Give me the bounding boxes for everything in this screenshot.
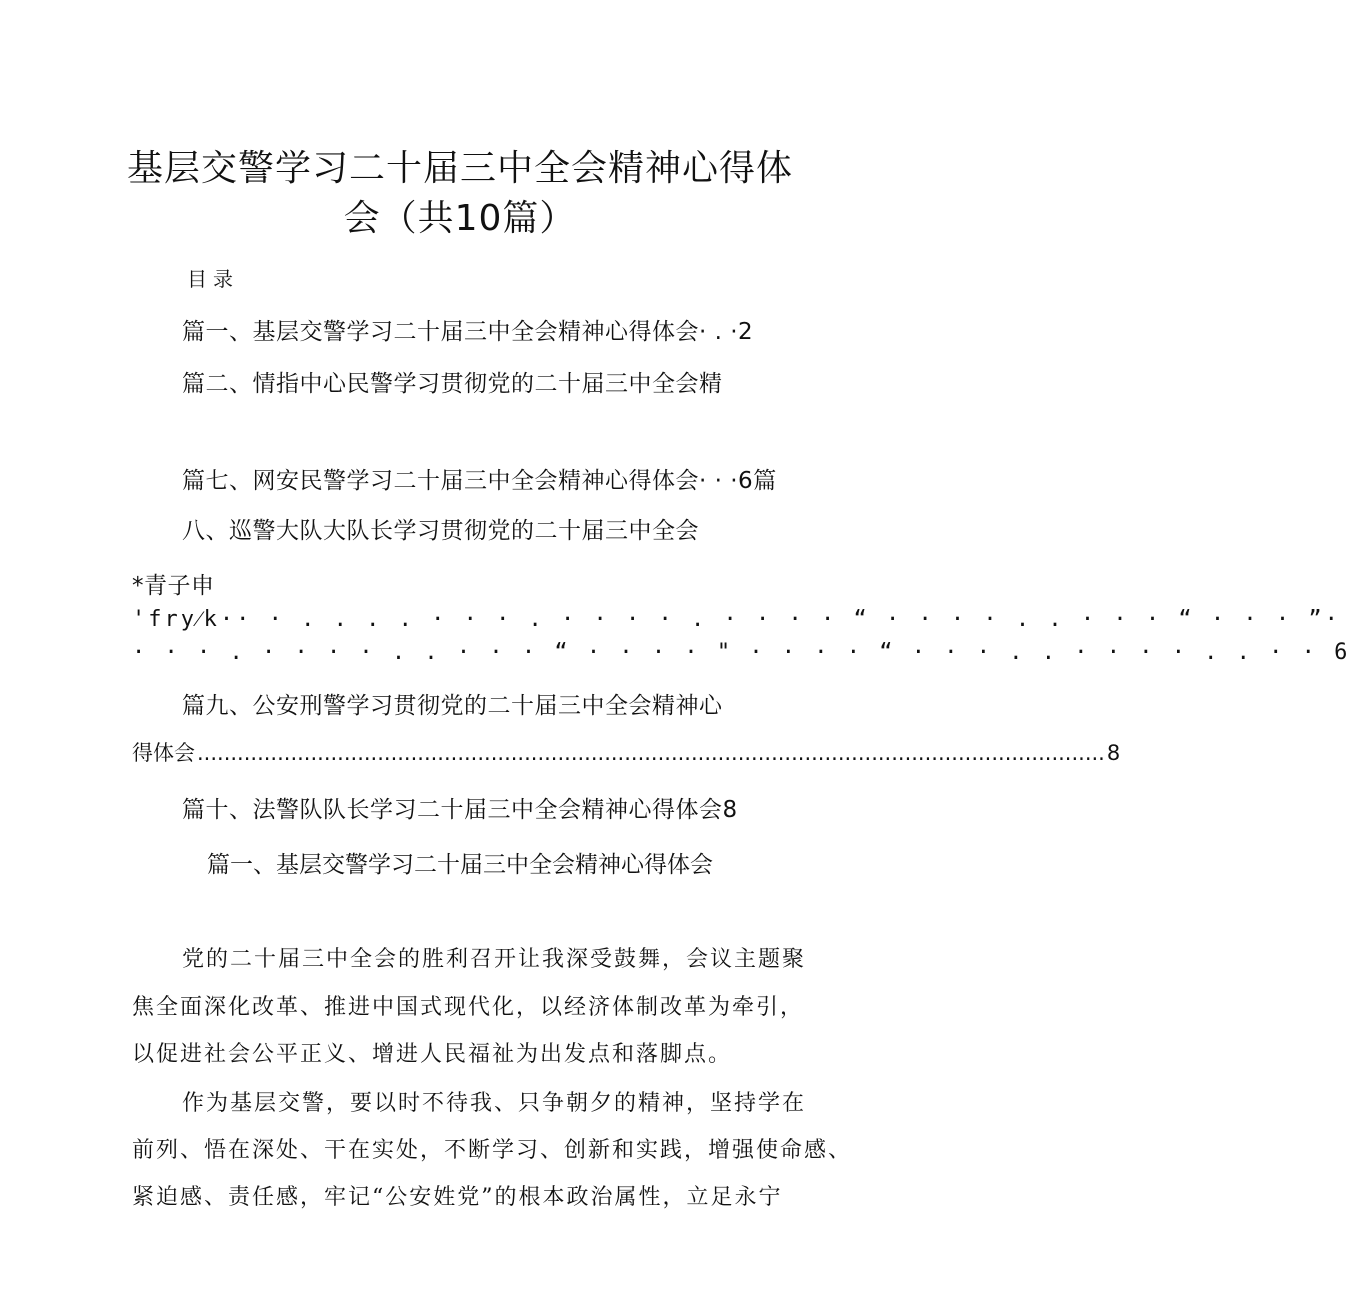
paragraph-1-line-2: 焦全面深化改革、推进中国式现代化，以经济体制改革为牵引，: [132, 995, 805, 1020]
toc-garbled-text: *青子申: [132, 573, 215, 599]
toc-entry-8: 八、巡警大队大队长学习贯彻党的二十届三中全会: [182, 518, 699, 544]
document-title-line-1: 基层交警学习二十届三中全会精神心得体: [126, 148, 793, 189]
paragraph-2-line-1: 作为基层交警，要以时不待我、只争朝夕的精神，坚持学在: [182, 1091, 807, 1116]
toc-label: 目录: [187, 267, 239, 291]
toc-entry-9-page: 8: [1106, 741, 1121, 765]
paragraph-1-line-1: 党的二十届三中全会的胜利召开让我深受鼓舞，会议主题聚: [182, 947, 807, 972]
section-heading: 篇一、基层交警学习二十届三中全会精神心得体会: [207, 852, 713, 878]
paragraph-2-line-2: 前列、悟在深处、干在实处，不断学习、创新和实践，增强使命感、: [132, 1138, 853, 1163]
toc-entry-10: 篇十、法警队队长学习二十届三中全会精神心得体会8: [182, 797, 738, 823]
toc-entry-2: 篇二、情指中心民警学习贯彻党的二十届三中全会精: [182, 371, 723, 397]
toc-entry-9-continuation: [132, 737, 1121, 767]
toc-entry-7: 篇七、网安民警学习二十届三中全会精神心得体会· · ·6篇: [182, 468, 777, 494]
document-title-line-2: 会（共10篇）: [343, 198, 577, 239]
paragraph-2-line-3: 紧迫感、责任感，牢记“公安姓党”的根本政治属性，立足永宁: [132, 1185, 783, 1210]
dot-leader: ........................................................................................................................................: [197, 741, 1105, 765]
toc-entry-1: 篇一、基层交警学习二十届三中全会精神心得体会· . ·2: [182, 319, 754, 345]
toc-entry-9-tail: 得体会: [132, 741, 195, 765]
toc-entry-9: 篇九、公安刑警学习贯彻党的二十届三中全会精神心: [182, 693, 723, 719]
toc-leader-line-1: 'fry⁄k·· · . . . . · · · . · · · · . · · · · “ · · · · . . · · · “ · · · ”·: [132, 607, 1341, 632]
paragraph-1-line-3: 以促进社会公平正义、增进人民福祉为出发点和落脚点。: [132, 1042, 733, 1067]
toc-leader-line-2: · · · . · · · · . . · · · “ · · · · " · · · · “ · · · . . · · · · . . · · 6: [132, 640, 1350, 665]
